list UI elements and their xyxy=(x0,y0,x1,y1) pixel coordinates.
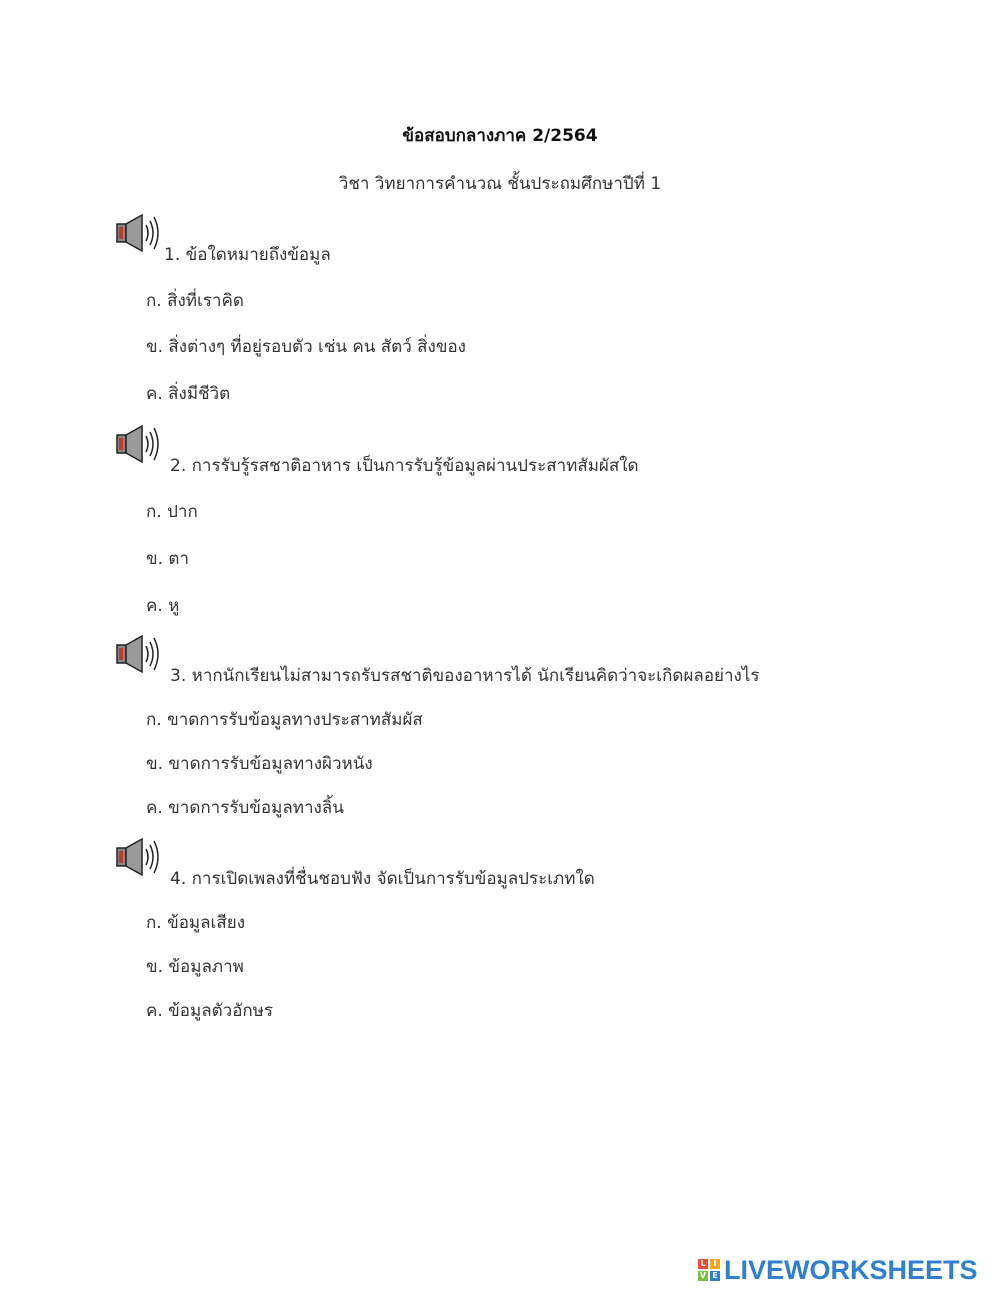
choice-option[interactable]: ข. ข้อมูลภาพ xyxy=(146,957,244,977)
choice-option[interactable]: ค. หู xyxy=(146,596,180,616)
logo-block: E xyxy=(710,1271,720,1281)
choice-option[interactable]: ข. ตา xyxy=(146,549,190,569)
choice-option[interactable]: ค. สิ่งมีชีวิต xyxy=(146,384,231,404)
speaker-icon[interactable] xyxy=(115,213,167,253)
question-text: 4. การเปิดเพลงที่ชื่นชอบฟัง จัดเป็นการรับข้อมูลประเภทใด xyxy=(170,869,595,889)
page-title: ข้อสอบกลางภาค 2/2564 xyxy=(402,126,598,146)
logo-block: I xyxy=(710,1259,720,1269)
choice-option[interactable]: ค. ขาดการรับข้อมูลทางลิ้น xyxy=(146,798,344,818)
question-text: 1. ข้อใดหมายถึงข้อมูล xyxy=(164,245,331,265)
choice-option[interactable]: ก. ปาก xyxy=(146,502,198,522)
question-text: 3. หากนักเรียนไม่สามารถรับรสชาติของอาหารได้ นักเรียนคิดว่าจะเกิดผลอย่างไร xyxy=(170,666,760,686)
logo-blocks-icon xyxy=(698,1259,720,1281)
choice-option[interactable]: ก. สิ่งที่เราคิด xyxy=(146,291,244,311)
choice-option[interactable]: ก. ขาดการรับข้อมูลทางประสาทสัมผัส xyxy=(146,710,423,730)
liveworksheets-logo xyxy=(698,1254,978,1285)
speaker-icon[interactable] xyxy=(115,634,167,674)
choice-option[interactable]: ก. ข้อมูลเสียง xyxy=(146,913,246,933)
page-subtitle: วิชา วิทยาการคำนวณ ชั้นประถมศึกษาปีที่ 1 xyxy=(338,174,662,194)
brand-text: LIVEWORKSHEETS xyxy=(724,1254,978,1285)
speaker-icon[interactable] xyxy=(115,837,167,877)
choice-option[interactable]: ค. ข้อมูลตัวอักษร xyxy=(146,1001,274,1021)
question-text: 2. การรับรู้รสชาติอาหาร เป็นการรับรู้ข้อมูลผ่านประสาทสัมผัสใด xyxy=(170,456,639,476)
choice-option[interactable]: ข. ขาดการรับข้อมูลทางผิวหนัง xyxy=(146,754,373,774)
logo-block: L xyxy=(698,1259,708,1269)
choice-option[interactable]: ข. สิ่งต่างๆ ที่อยู่รอบตัว เช่น คน สัตว์ สิ่งของ xyxy=(146,337,466,357)
logo-block: V xyxy=(699,1271,707,1280)
speaker-icon[interactable] xyxy=(115,424,167,464)
